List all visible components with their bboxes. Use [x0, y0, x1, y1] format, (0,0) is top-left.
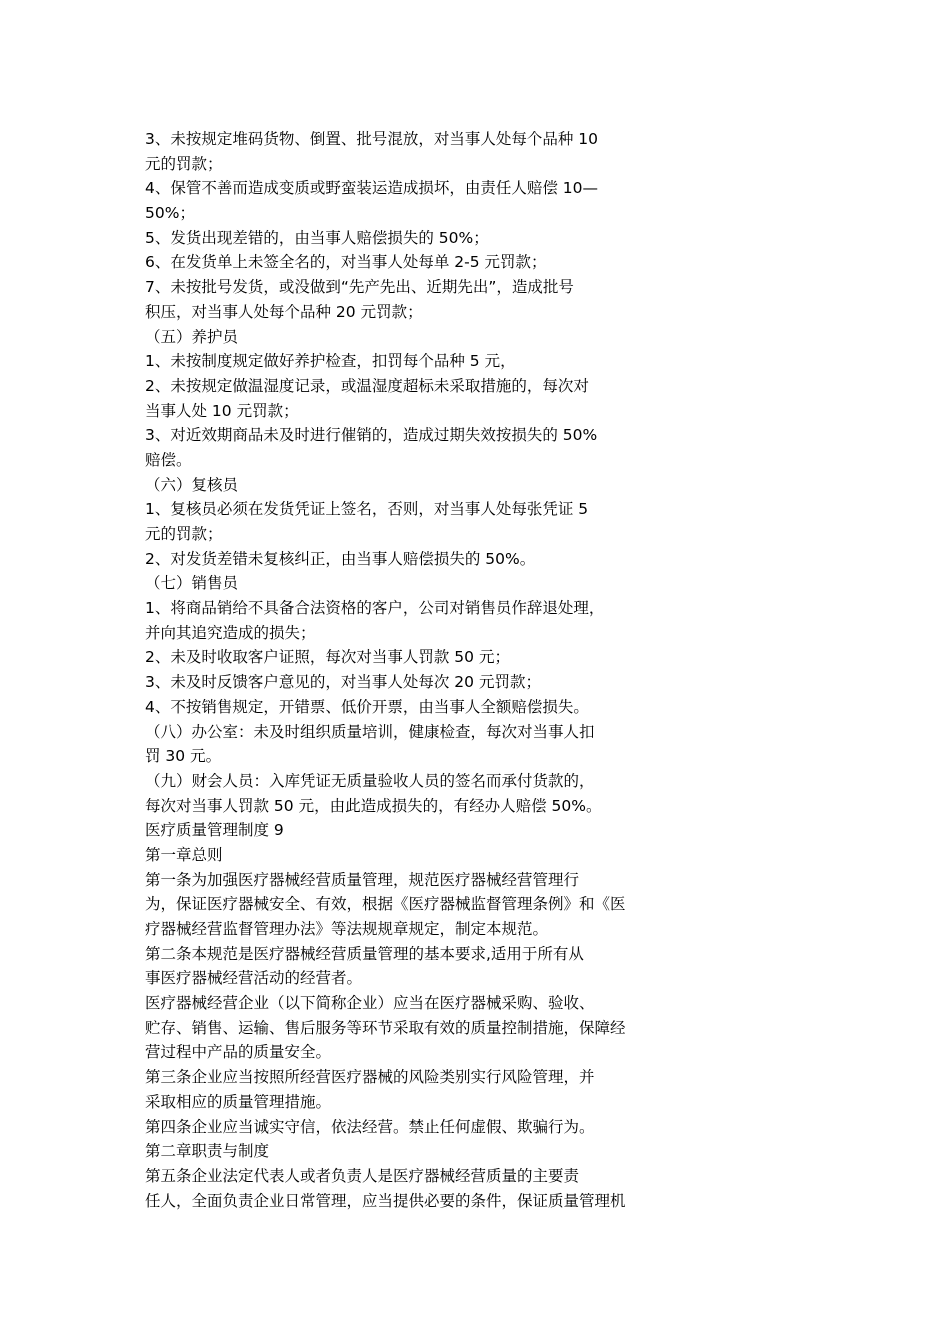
text-line: 为，保证医疗器械安全、有效，根据《医疗器械监督管理条例》和《医 [145, 895, 626, 914]
document-body [145, 127, 745, 1213]
text-line: 任人，全面负责企业日常管理，应当提供必要的条件，保证质量管理机 [145, 1191, 626, 1210]
text-line: （八）办公室：未及时组织质量培训，健康检查，每次对当事人扣 [145, 722, 595, 741]
chapter-heading: 第一章总则 [145, 845, 223, 864]
text-line: 第一条为加强医疗器械经营质量管理，规范医疗器械经营管理行 [145, 870, 580, 889]
text-line: 罚 30 元。 [145, 747, 222, 766]
text-line: （九）财会人员：入库凭证无质量验收人员的签名而承付货款的， [145, 771, 595, 790]
section-heading: （七）销售员 [145, 574, 239, 593]
text-line: 2、未按规定做温湿度记录，或温湿度超标未采取措施的，每次对 [145, 376, 589, 395]
text-line: 7、未按批号发货，或没做到“先产先出、近期先出”，造成批号 [145, 278, 574, 297]
text-line: 医疗器械经营企业（以下简称企业）应当在医疗器械采购、验收、 [145, 994, 595, 1013]
text-line: 5、发货出现差错的，由当事人赔偿损失的 50%； [145, 228, 489, 247]
text-line: 2、对发货差错未复核纠正，由当事人赔偿损失的 50%。 [145, 549, 536, 568]
section-heading: （五）养护员 [145, 327, 239, 346]
text-line: 元的罚款； [145, 154, 223, 173]
text-line: 赔偿。 [145, 450, 192, 469]
text-line: 当事人处 10 元罚款； [145, 401, 299, 420]
text-line: 每次对当事人罚款 50 元，由此造成损失的，有经办人赔偿 50%。 [145, 796, 602, 815]
text-line: 疗器械经营监督管理办法》等法规规章规定，制定本规范。 [145, 920, 549, 938]
text-line: 1、将商品销给不具备合法资格的客户，公司对销售员作辞退处理， [145, 599, 605, 618]
text-line: 营过程中产品的质量安全。 [145, 1043, 332, 1062]
text-line: 贮存、销售、运输、售后服务等环节采取有效的质量控制措施，保障经 [145, 1018, 626, 1037]
text-line: 采取相应的质量管理措施。 [145, 1092, 332, 1111]
text-line: 3、未按规定堆码货物、倒置、批号混放，对当事人处每个品种 10 [145, 130, 599, 148]
chapter-heading: 第二章职责与制度 [145, 1142, 270, 1161]
text-line: 4、保管不善而造成变质或野蛮装运造成损坏，由责任人赔偿 10— [145, 179, 599, 198]
text-line: 第二条本规范是医疗器械经营质量管理的基本要求,适用于所有从 [145, 944, 584, 963]
text-line: 3、未及时反馈客户意见的，对当事人处每次 20 元罚款； [145, 673, 541, 692]
text-line: 50%； [145, 204, 195, 223]
text-line: 元的罚款； [145, 525, 223, 543]
text-line: 事医疗器械经营活动的经营者。 [145, 969, 363, 988]
text-line: 并向其追究造成的损失； [145, 623, 316, 642]
text-line: 第三条企业应当按照所经营医疗器械的风险类别实行风险管理，并 [145, 1068, 595, 1087]
text-line: 1、未按制度规定做好养护检查，扣罚每个品种 5 元， [145, 352, 516, 371]
section-heading: （六）复核员 [145, 475, 239, 494]
text-line: 6、在发货单上未签全名的，对当事人处每单 2-5 元罚款； [145, 253, 547, 272]
text-line: 4、不按销售规定，开错票、低价开票，由当事人全额赔偿损失。 [145, 697, 589, 716]
text-line: 3、对近效期商品未及时进行催销的，造成过期失效按损失的 50% [145, 426, 598, 445]
text-line: 第五条企业法定代表人或者负责人是医疗器械经营质量的主要责 [145, 1166, 580, 1185]
document-title: 医疗质量管理制度 9 [145, 821, 284, 840]
text-line: 第四条企业应当诚实守信，依法经营。禁止任何虚假、欺骗行为。 [145, 1117, 595, 1136]
text-line: 1、复核员必须在发货凭证上签名，否则，对当事人处每张凭证 5 [145, 500, 589, 519]
text-line: 2、未及时收取客户证照，每次对当事人罚款 50 元； [145, 648, 510, 667]
text-line: 积压，对当事人处每个品种 20 元罚款； [145, 302, 423, 321]
